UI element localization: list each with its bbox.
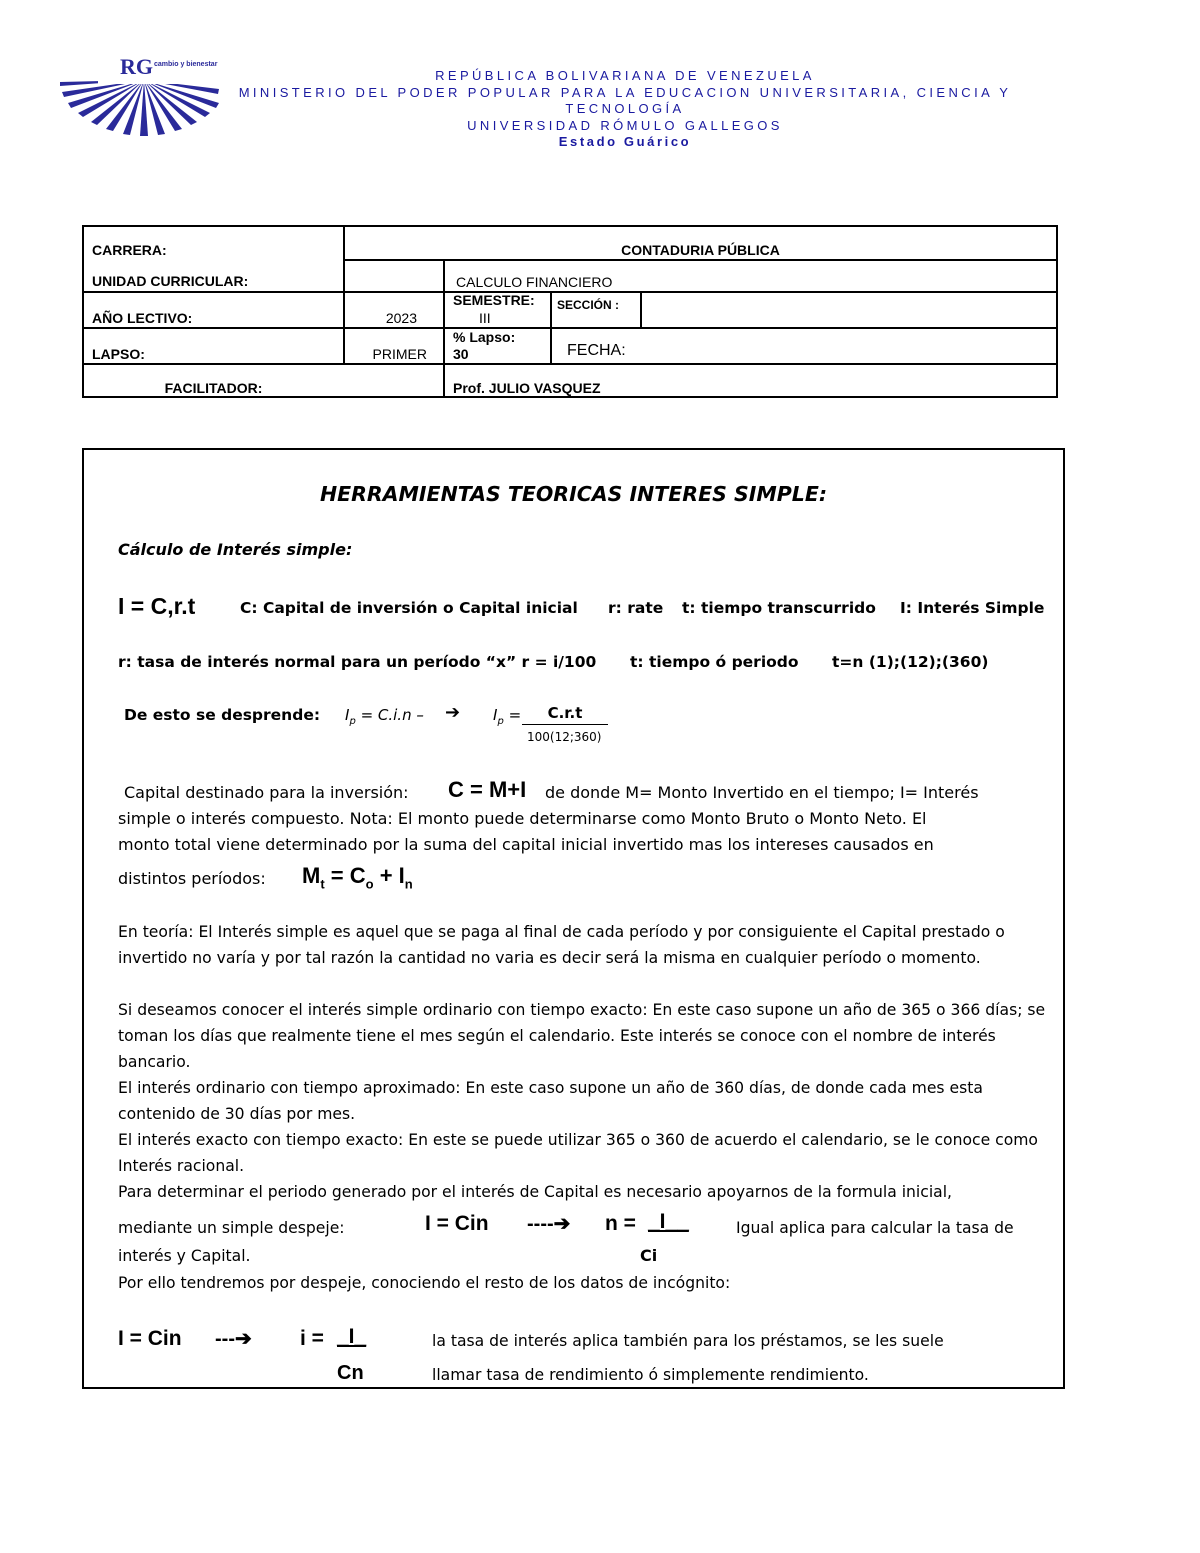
seccion-label: SECCIÓN : — [557, 298, 620, 312]
fraction-i-denominator: Cn — [337, 1362, 364, 1384]
definition-c: C: Capital de inversión o Capital inicial — [240, 599, 578, 617]
tasa-text-line2: llamar tasa de rendimiento ó simplemente rendimiento. — [432, 1366, 869, 1384]
formula-n-label: n = — [605, 1212, 636, 1235]
header-ministerio: MINISTERIO DEL PODER POPULAR PARA LA EDUCACION UNIVERSITARIA, CIENCIA Y — [238, 85, 1012, 100]
line-r-tasa: r: tasa de interés normal para un período “x” r = i/100 — [118, 653, 597, 671]
lapso-label: LAPSO: — [92, 346, 145, 362]
header-republica: REPÚBLICA BOLIVARIANA DE VENEZUELA — [435, 68, 815, 83]
formula-icrt: I = C,r.t — [118, 593, 196, 619]
svg-text:RG: RG — [120, 56, 153, 79]
arrow-icon: ➔ — [553, 1213, 571, 1235]
page-title: HERRAMIENTAS TEORICAS INTERES SIMPLE: — [319, 482, 828, 506]
fraction-n-denominator: Ci — [640, 1246, 658, 1265]
definition-r: r: rate — [608, 599, 664, 617]
fraction-n-numerator: _I__ — [648, 1210, 689, 1233]
anio-lectivo-label: AÑO LECTIVO: — [92, 310, 193, 326]
formula-mt: $M_t = C_o + I_n$ — [302, 863, 413, 892]
unidad-curricular-value: CALCULO FINANCIERO — [456, 274, 613, 290]
header-universidad: UNIVERSIDAD RÓMULO GALLEGOS — [467, 118, 783, 133]
paragraph-periodo-line4: interés y Capital. — [118, 1247, 251, 1265]
formula-i-cin: I = Cin — [425, 1212, 489, 1235]
paragraph-periodo-line2: mediante un simple despeje: — [118, 1219, 345, 1237]
section-subtitle: Cálculo de Interés simple: — [118, 540, 353, 559]
line-t-n: t=n (1);(12);(360) — [832, 653, 989, 671]
formula-ip-crt: $I_p$ = — [493, 706, 522, 727]
paragraph-teoria: En teoría: El Interés simple es aquel que se paga al final de cada período y por consiguiente el Capital prestado o invertido no varía y por tal razón la cantidad no varia es decir será la misma en cualquier período o momento. — [118, 923, 1005, 967]
definition-t: t: tiempo transcurrido — [682, 599, 876, 617]
anio-lectivo-value: 2023 — [385, 310, 417, 326]
fraction-numerator-crt: C.r.t — [522, 702, 608, 725]
pct-lapso-label: % Lapso: — [453, 329, 516, 345]
fraction-denominator-100: 100(12;360) — [527, 730, 602, 744]
carrera-value: CONTADURIA PÚBLICA — [621, 242, 780, 258]
paragraph-despeje: Por ello tendremos por despeje, conociendo el resto de los datos de incógnito: — [118, 1274, 731, 1292]
capital-text-post: de donde M= Monto Invertido en el tiempo; I= Interés — [545, 783, 979, 802]
unidad-curricular-label: UNIDAD CURRICULAR: — [92, 273, 249, 289]
svg-text:cambio y bienestar: cambio y bienestar — [154, 61, 218, 68]
pct-lapso-value: 30 — [453, 346, 469, 362]
paragraph-ordinario-exacto: Si deseamos conocer el interés simple ordinario con tiempo exacto: En este caso supone un año de 365 o 366 días; se toman los días que realmente tiene el mes según el calendario. Este interés se conoce con el nombre de interés bancario. — [118, 1001, 1046, 1071]
fecha-label: FECHA: — [567, 342, 626, 359]
fraction-i-numerator: _I_ — [337, 1325, 367, 1348]
semestre-label: SEMESTRE: — [453, 292, 535, 308]
facilitador-label: FACILITADOR: — [164, 380, 263, 396]
dash-arrow-2: ---➔ — [215, 1328, 252, 1350]
definition-i: I: Interés Simple — [900, 599, 1045, 617]
arrow-icon: ➔ — [234, 1328, 252, 1350]
capital-line-4: distintos períodos: — [118, 869, 266, 888]
paragraph-periodo-line1: Para determinar el periodo generado por el interés de Capital es necesario apoyarnos de la formula inicial, — [118, 1183, 953, 1201]
formula-c-mi: C = M+I — [448, 777, 527, 802]
paragraph-ordinario-aproximado: El interés ordinario con tiempo aproximado: En este caso supone un año de 360 días, de donde cada mes esta contenido de 30 días por mes. — [118, 1079, 983, 1123]
desprende-label: De esto se desprende: — [124, 706, 321, 724]
course-info-table — [82, 225, 1058, 398]
facilitador-value: Prof. JULIO VASQUEZ — [453, 380, 601, 396]
capital-line-2: simple o interés compuesto. Nota: El monto puede determinarse como Monto Bruto o Monto Neto. El — [118, 809, 927, 828]
paragraph-periodo-line3: Igual aplica para calcular la tasa de — [736, 1219, 1014, 1237]
dash-arrow: ----➔ — [527, 1213, 571, 1235]
lapso-value: PRIMER — [372, 346, 427, 362]
paragraph-exacto-exacto: El interés exacto con tiempo exacto: En este se puede utilizar 365 o 360 de acuerdo el calendario, se le conoce como Interés racional. — [118, 1131, 1038, 1175]
capital-line-3: monto total viene determinado por la suma del capital inicial invertido mas los intereses causados en — [118, 835, 934, 854]
capital-text: Capital destinado para la inversión: — [124, 783, 409, 802]
formula-i-cin-2: I = Cin — [118, 1327, 182, 1350]
formula-ip-cin: $I_p = C.i.n$ – — [345, 706, 424, 727]
arrow-icon: ➔ — [445, 702, 461, 723]
tasa-text-line1: la tasa de interés aplica también para los préstamos, se les suele — [432, 1332, 944, 1350]
sunburst-logo-icon — [58, 56, 220, 140]
university-logo — [58, 56, 220, 140]
semestre-value: III — [479, 310, 491, 326]
header-estado: Estado Guárico — [558, 134, 692, 149]
line-t-tiempo: t: tiempo ó periodo — [630, 653, 799, 671]
carrera-label: CARRERA: — [92, 242, 167, 258]
formula-i-label: i = — [300, 1327, 324, 1350]
header-tecnologia: TECNOLOGÍA — [565, 101, 685, 116]
